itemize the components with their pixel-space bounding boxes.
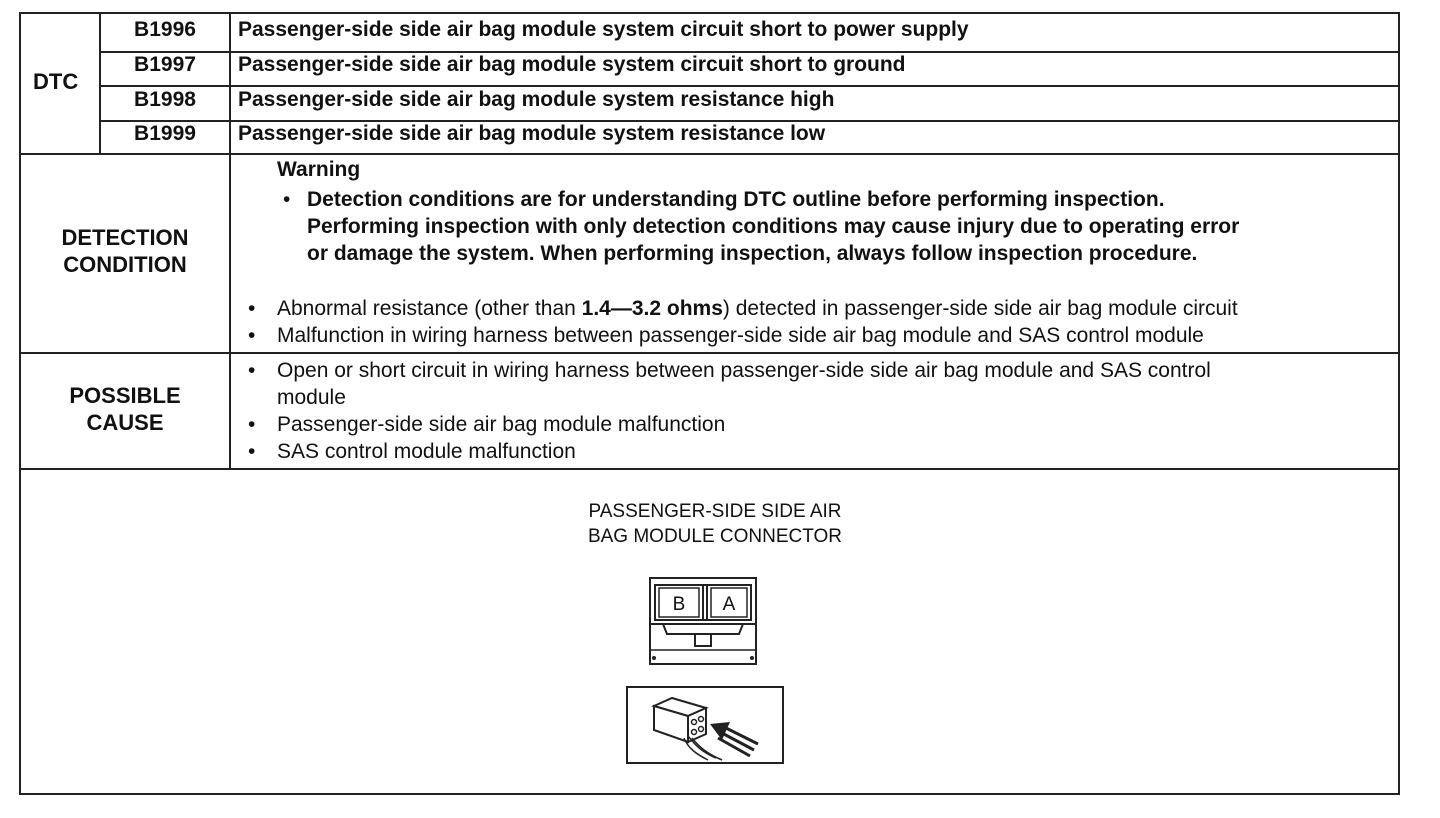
- row-divider: [99, 85, 1398, 87]
- dtc-code: B1998: [134, 88, 196, 111]
- possible-cause-header: [21, 382, 229, 436]
- detection-header-line: DETECTION: [61, 225, 189, 250]
- warning-bullet: •: [283, 188, 291, 211]
- warning-text: or damage the system. When performing inspection, always follow inspection procedure.: [307, 242, 1198, 265]
- list-bullet: •: [248, 413, 256, 436]
- dtc-description: Passenger-side side air bag module system circuit short to power supply: [238, 18, 969, 41]
- connector-title-line: BAG MODULE CONNECTOR: [587, 526, 843, 547]
- row-divider: [21, 468, 1398, 470]
- dtc-description: Passenger-side side air bag module system circuit short to ground: [238, 53, 906, 76]
- dtc-description: Passenger-side side air bag module system resistance low: [238, 122, 826, 145]
- dtc-code: B1999: [134, 122, 196, 145]
- list-bullet: •: [248, 324, 256, 347]
- connector-title-line: PASSENGER-SIDE SIDE AIR: [588, 501, 842, 522]
- resistance-range: 1.4—3.2 ohms: [581, 297, 723, 320]
- dtc-header: DTC: [33, 69, 79, 94]
- cause-item: Open or short circuit in wiring harness between passenger-side side air bag module and SAS control: [277, 359, 1211, 382]
- detection-item: Malfunction in wiring harness between passenger-side side air bag module and SAS control module: [277, 324, 1204, 347]
- connector-title: [515, 499, 915, 549]
- possible-cause-header-line: CAUSE: [86, 410, 164, 435]
- terminal-a: A: [722, 594, 736, 615]
- detection-header-line: CONDITION: [63, 252, 187, 277]
- connector-diagram: [645, 576, 761, 668]
- warning-text: Performing inspection with only detection conditions may cause injury due to operating error: [307, 215, 1240, 238]
- cause-item: Passenger-side side air bag module malfunction: [277, 413, 726, 436]
- cause-item: SAS control module malfunction: [277, 440, 576, 463]
- col-divider: [229, 14, 231, 470]
- possible-cause-header-line: POSSIBLE: [69, 383, 181, 408]
- harness-side-connector-icon: [626, 686, 784, 766]
- warning-text: Detection conditions are for understanding DTC outline before performing inspection.: [307, 188, 1165, 211]
- list-bullet: •: [248, 297, 256, 320]
- warning-title: Warning: [277, 158, 361, 181]
- cause-item: module: [277, 386, 346, 409]
- terminal-b: B: [672, 594, 686, 615]
- detection-item: [277, 295, 1238, 322]
- dtc-description: Passenger-side side air bag module system resistance high: [238, 88, 835, 111]
- detection-header: [21, 224, 229, 278]
- detection-item-text: ) detected in passenger-side side air bag module circuit: [722, 297, 1238, 320]
- detection-item-text: Abnormal resistance (other than: [277, 297, 582, 320]
- dtc-code: B1996: [134, 18, 196, 41]
- dtc-code: B1997: [134, 53, 196, 76]
- row-divider: [21, 352, 1398, 354]
- row-divider: [21, 153, 1398, 155]
- list-bullet: •: [248, 440, 256, 463]
- list-bullet: •: [248, 359, 256, 382]
